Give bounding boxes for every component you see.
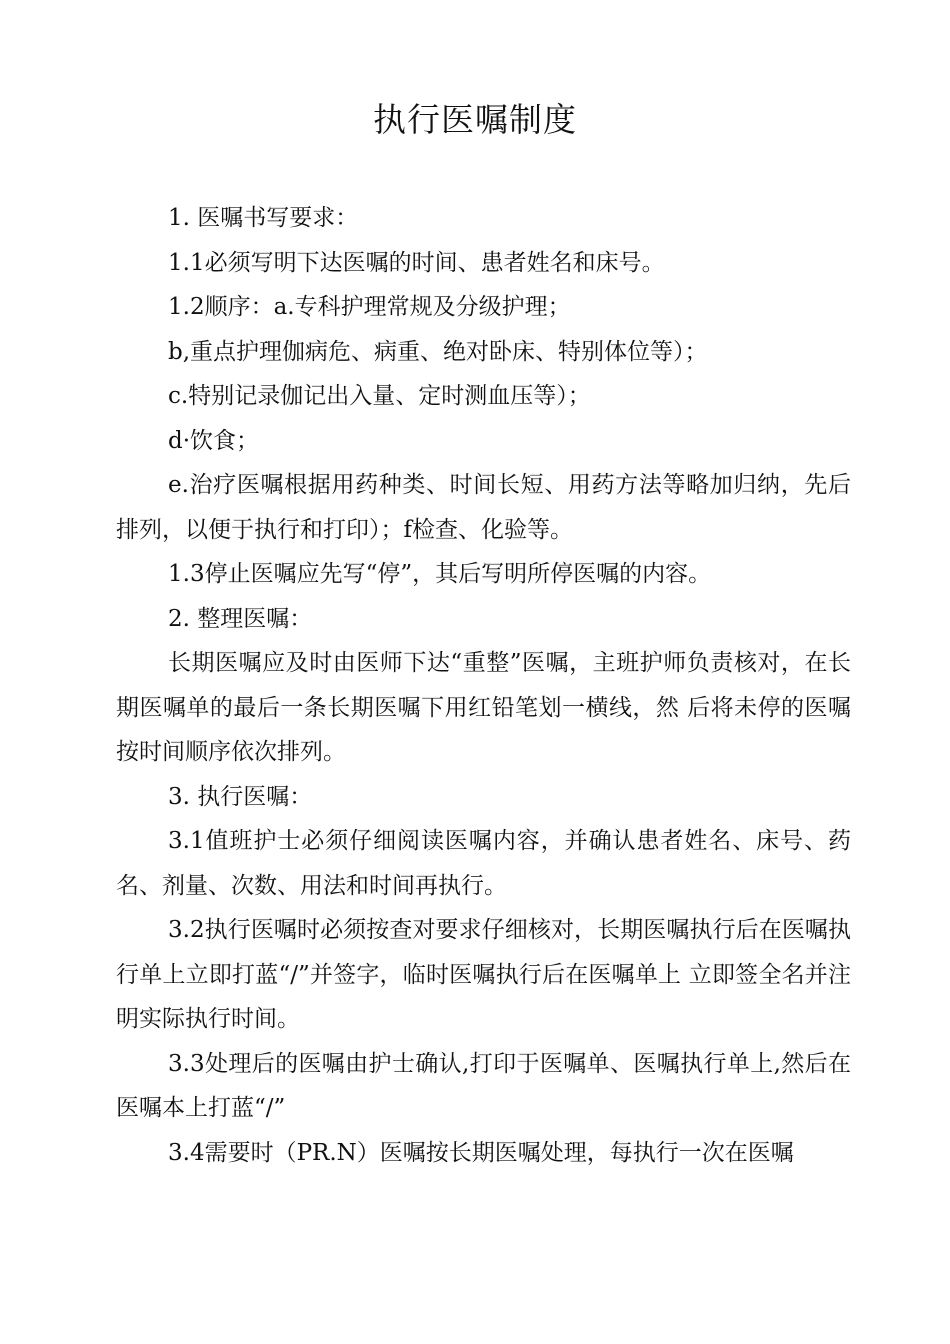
document-body	[116, 196, 851, 1175]
paragraph-9: 2. 整理医嘱：	[168, 605, 313, 632]
paragraph-13: 3.2执行医嘱时必须按查对要求仔细核对，长期医嘱执行后在医嘱执行单上立即打蓝“/”并签字，临时医嘱执行后在医嘱单上 立即签全名并注明实际执行时间。	[116, 917, 851, 1032]
document-title: 执行医嘱制度	[373, 100, 577, 139]
paragraph-5: c.特别记录伽记出入量、定时测血压等）；	[168, 383, 591, 409]
paragraph-1: 1. 医嘱书写要求：	[168, 205, 359, 231]
paragraph-2: 1.1必须写明下达医嘱的时间、患者姓名和床号。	[168, 249, 665, 276]
paragraph-4: b,重点护理伽病危、病重、绝对卧床、特别体位等）；	[168, 338, 708, 365]
paragraph-7: e.治疗医嘱根据用药种类、时间长短、用药方法等略加归纳，先后排列，以便于执行和打印）；f检查、化验等。	[116, 472, 851, 543]
paragraph-8: 1.3停止医嘱应先写“停”，其后写明所停医嘱的内容。	[168, 561, 712, 587]
paragraph-3: 1.2顺序：a.专科护理常规及分级护理；	[168, 294, 571, 320]
paragraph-15: 3.4需要时（PR.N）医嘱按长期医嘱处理，每执行一次在医嘱	[168, 1139, 794, 1166]
paragraph-14: 3.3处理后的医嘱由护士确认,打印于医嘱单、医嘱执行单上,然后在医嘱本上打蓝“/”	[116, 1050, 851, 1121]
paragraph-10: 长期医嘱应及时由医师下达“重整”医嘱，主班护师负责核对，在长期医嘱单的最后一条长期医嘱下用红铅笔划一横线，然 后将未停的医嘱按时间顺序依次排列。	[116, 650, 851, 765]
paragraph-12: 3.1值班护士必须仔细阅读医嘱内容，并确认患者姓名、床号、药名、剂量、次数、用法和时间再执行。	[116, 828, 851, 899]
paragraph-11: 3. 执行医嘱：	[168, 783, 313, 810]
paragraph-6: d·饮食；	[168, 427, 260, 454]
